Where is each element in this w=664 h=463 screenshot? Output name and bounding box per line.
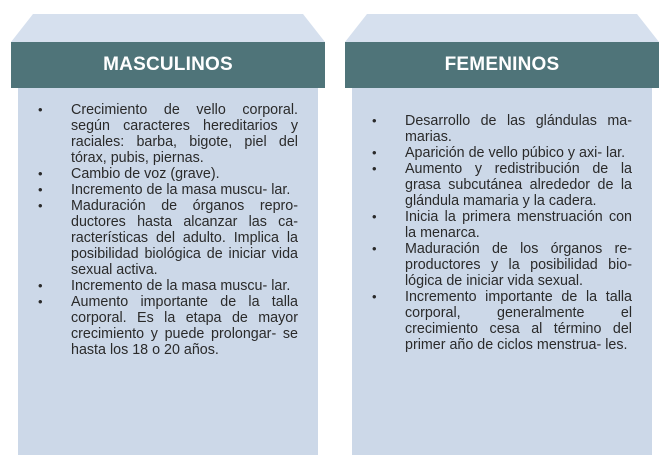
- bullet-icon: •: [38, 166, 43, 181]
- list-item: • Desarrollo de las glándulas ma- marias.: [372, 113, 632, 145]
- list-item: • Maduración de órganos repro- ductores hasta alcanzar las ca- racterísticas del adulto. Implica la posibilidad biológica de iniciar vida sexual activa.: [38, 198, 298, 278]
- list-item: • Aumento importante de la talla corporal. Es la etapa de mayor crecimiento y puede prolongar- se hasta los 18 o 20 años.: [38, 294, 298, 358]
- bullet-icon: •: [38, 278, 43, 293]
- bullet-icon: •: [372, 241, 377, 256]
- masculinos-roof: [11, 14, 325, 42]
- list-item: • Crecimiento de vello corporal. según caracteres hereditarios y raciales: barba, bigote, piel del tórax, pubis, piernas.: [38, 102, 298, 166]
- femeninos-column: [345, 0, 659, 455]
- femeninos-panel: [352, 88, 652, 455]
- femeninos-list: [370, 113, 632, 353]
- bullet-icon: •: [372, 209, 377, 224]
- masculinos-header: [11, 42, 325, 88]
- list-item: • Maduración de los órganos re- productores y la posibilidad bio- lógica de iniciar vida sexual.: [372, 241, 632, 289]
- femeninos-title: FEMENINOS: [444, 54, 560, 75]
- bullet-icon: •: [38, 182, 43, 197]
- bullet-icon: •: [372, 161, 377, 176]
- bullet-icon: •: [38, 294, 43, 309]
- bullet-icon: •: [372, 289, 377, 304]
- masculinos-column: [11, 0, 325, 455]
- femeninos-header: [345, 42, 659, 88]
- bullet-icon: •: [38, 198, 43, 213]
- list-item: • Incremento de la masa muscu- lar.: [38, 278, 291, 294]
- list-item: • Aparición de vello púbico y axi- lar.: [372, 145, 626, 161]
- list-item: • Incremento importante de la talla corporal, generalmente el crecimiento cesa al término del primer año de ciclos menstrua- les.: [372, 289, 632, 353]
- bullet-icon: •: [38, 102, 43, 117]
- list-item: • Cambio de voz (grave).: [38, 166, 220, 182]
- bullet-icon: •: [372, 145, 377, 160]
- femeninos-roof: [345, 14, 659, 42]
- list-item: • Aumento y redistribución de la grasa subcutánea alrededor de la glándula mamaria y la cadera.: [372, 161, 632, 209]
- masculinos-list: [36, 102, 298, 358]
- masculinos-title: MASCULINOS: [103, 54, 233, 75]
- bullet-icon: •: [372, 113, 377, 128]
- list-item: • Inicia la primera menstruación con la menarca.: [372, 209, 632, 241]
- list-item: • Incremento de la masa muscu- lar.: [38, 182, 291, 198]
- masculinos-panel: [18, 88, 318, 455]
